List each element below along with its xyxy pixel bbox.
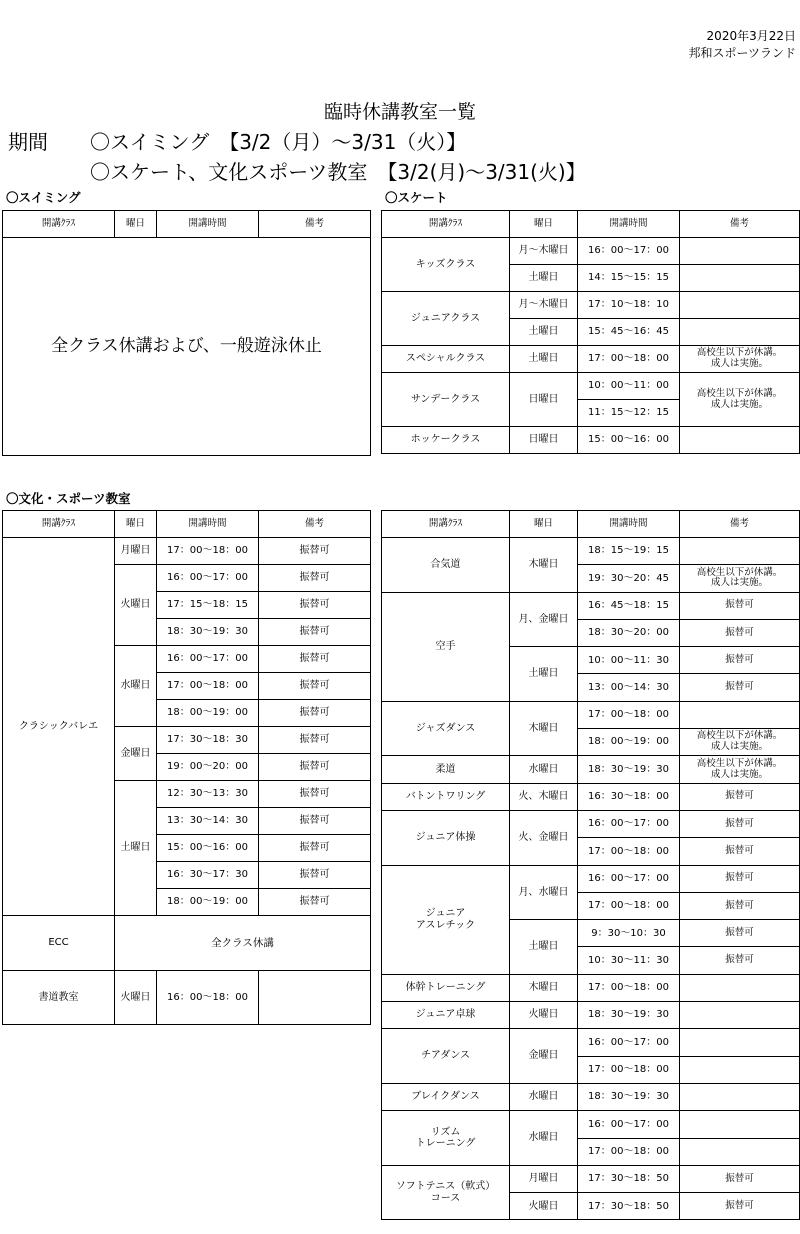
culture-day: 土曜日 xyxy=(510,920,578,975)
culture-day: 火、金曜日 xyxy=(510,810,578,865)
skate-time: 15：45～16：45 xyxy=(578,319,680,346)
culture-note: 高校生以下が休講。 成人は実施。 xyxy=(680,756,800,783)
culture-time: 18：30～19：30 xyxy=(578,1083,680,1110)
skate-note: 高校生以下が休講。 成人は実施。 xyxy=(680,373,800,427)
culture-day: 水曜日 xyxy=(510,756,578,783)
culture-time: 16：00～17：00 xyxy=(578,865,680,892)
skate-time: 16：00～17：00 xyxy=(578,238,680,265)
organization-name: 邦和スポーツランド xyxy=(688,46,796,60)
skate-class-name: スペシャルクラス xyxy=(382,346,510,373)
table-row xyxy=(382,238,800,265)
culture-note: 振替可 xyxy=(680,947,800,974)
skate-day: 土曜日 xyxy=(510,346,578,373)
culture-time: 16：45～18：15 xyxy=(578,592,680,619)
culture-time: 17：30～18：50 xyxy=(578,1193,680,1220)
document-date: 2020年3月22日 xyxy=(706,29,796,43)
culture-time: 17：00～18：00 xyxy=(578,1056,680,1083)
header-time: 開講時間 xyxy=(578,211,680,238)
page-title: 臨時休講教室一覧 xyxy=(323,101,476,123)
ballet-note: 振替可 xyxy=(259,835,371,862)
skate-note xyxy=(680,319,800,346)
culture-note xyxy=(680,1056,800,1083)
ballet-time: 16：00～17：00 xyxy=(157,646,259,673)
ballet-note: 振替可 xyxy=(259,619,371,646)
culture-class-name: 合気道 xyxy=(382,538,510,593)
class-classic-ballet: クラシックバレエ xyxy=(3,538,115,916)
culture-day: 月曜日 xyxy=(510,1165,578,1192)
culture-day: 火、木曜日 xyxy=(510,783,578,810)
culture-note xyxy=(680,1111,800,1138)
culture-class-name: ジュニア体操 xyxy=(382,810,510,865)
period-swimming: 〇スイミング 【3/2（月）～3/31（火）】 xyxy=(90,130,467,154)
culture-time: 19：30～20：45 xyxy=(578,565,680,592)
culture-class-name: ソフトテニス（軟式） コース xyxy=(382,1165,510,1220)
culture-class-name: ジャズダンス xyxy=(382,701,510,756)
ballet-time: 18：00～19：00 xyxy=(157,889,259,916)
culture-time: 17：00～18：00 xyxy=(578,701,680,728)
table-row xyxy=(382,538,800,565)
ballet-day: 月曜日 xyxy=(115,538,157,565)
header-class: 開講ｸﾗｽ xyxy=(382,511,510,538)
culture-note: 振替可 xyxy=(680,1193,800,1220)
ballet-note: 振替可 xyxy=(259,646,371,673)
ballet-day: 金曜日 xyxy=(115,727,157,781)
ballet-note: 振替可 xyxy=(259,538,371,565)
ballet-day: 水曜日 xyxy=(115,646,157,727)
header-time: 開講時間 xyxy=(157,211,259,238)
table-row xyxy=(382,701,800,728)
ballet-note: 振替可 xyxy=(259,862,371,889)
culture-time: 16：00～17：00 xyxy=(578,1111,680,1138)
skate-time: 17：10～18：10 xyxy=(578,292,680,319)
ballet-note: 振替可 xyxy=(259,673,371,700)
culture-note: 高校生以下が休講。 成人は実施。 xyxy=(680,565,800,592)
section-title-skate: 〇スケート xyxy=(385,190,448,205)
ballet-time: 16：00～17：00 xyxy=(157,565,259,592)
culture-time: 18：30～19：30 xyxy=(578,756,680,783)
table-row xyxy=(382,1083,800,1110)
culture-note: 振替可 xyxy=(680,592,800,619)
table-row xyxy=(3,916,371,971)
swimming-table xyxy=(2,210,371,456)
culture-class-name: 柔道 xyxy=(382,756,510,783)
calligraphy-day: 火曜日 xyxy=(115,971,157,1025)
calligraphy-note xyxy=(259,971,371,1025)
skate-note xyxy=(680,427,800,454)
culture-note xyxy=(680,538,800,565)
skate-note xyxy=(680,238,800,265)
ballet-time: 13：30～14：30 xyxy=(157,808,259,835)
skate-note: 高校生以下が休講。 成人は実施。 xyxy=(680,346,800,373)
ballet-time: 19：00～20：00 xyxy=(157,754,259,781)
culture-class-name: バトントワリング xyxy=(382,783,510,810)
culture-time: 16：00～17：00 xyxy=(578,1029,680,1056)
culture-table-left xyxy=(2,510,371,1025)
ballet-time: 18：30～19：30 xyxy=(157,619,259,646)
culture-note xyxy=(680,1138,800,1165)
culture-time: 17：00～18：00 xyxy=(578,1138,680,1165)
table-row xyxy=(382,1165,800,1192)
culture-day: 月、水曜日 xyxy=(510,865,578,920)
ecc-closure-note: 全クラス休講 xyxy=(115,916,371,971)
header-note: 備考 xyxy=(680,511,800,538)
culture-time: 17：30～18：50 xyxy=(578,1165,680,1192)
class-ecc: ECC xyxy=(3,916,115,971)
culture-day: 木曜日 xyxy=(510,701,578,756)
culture-note xyxy=(680,701,800,728)
culture-note xyxy=(680,1083,800,1110)
ballet-time: 17：00～18：00 xyxy=(157,538,259,565)
table-row xyxy=(3,971,371,1025)
ballet-time: 12：30～13：30 xyxy=(157,781,259,808)
skate-note xyxy=(680,265,800,292)
ballet-note: 振替可 xyxy=(259,565,371,592)
ballet-note: 振替可 xyxy=(259,700,371,727)
culture-time: 16：30～18：00 xyxy=(578,783,680,810)
table-row xyxy=(382,373,800,400)
skate-table xyxy=(381,210,800,454)
culture-day: 金曜日 xyxy=(510,1029,578,1084)
culture-table-right xyxy=(381,510,800,1220)
ballet-time: 18：00～19：00 xyxy=(157,700,259,727)
culture-note: 振替可 xyxy=(680,783,800,810)
culture-note: 振替可 xyxy=(680,892,800,919)
culture-class-name: リズム トレーニング xyxy=(382,1111,510,1166)
header-time: 開講時間 xyxy=(157,511,259,538)
culture-time: 17：00～18：00 xyxy=(578,974,680,1001)
culture-note xyxy=(680,1029,800,1056)
skate-day: 月～木曜日 xyxy=(510,292,578,319)
culture-day: 水曜日 xyxy=(510,1111,578,1166)
class-calligraphy: 書道教室 xyxy=(3,971,115,1025)
table-row xyxy=(382,427,800,454)
section-title-culture: 〇文化・スポーツ教室 xyxy=(6,491,131,506)
table-row xyxy=(382,783,800,810)
culture-time: 17：00～18：00 xyxy=(578,892,680,919)
culture-class-name: ブレイクダンス xyxy=(382,1083,510,1110)
culture-note: 振替可 xyxy=(680,1165,800,1192)
table-row xyxy=(382,346,800,373)
culture-class-name: 空手 xyxy=(382,592,510,701)
skate-class-name: サンデークラス xyxy=(382,373,510,427)
culture-note: 振替可 xyxy=(680,674,800,701)
culture-time: 18：00～19：00 xyxy=(578,729,680,756)
table-row xyxy=(382,810,800,837)
table-row xyxy=(382,292,800,319)
ballet-note: 振替可 xyxy=(259,808,371,835)
header-note: 備考 xyxy=(680,211,800,238)
ballet-time: 17：15～18：15 xyxy=(157,592,259,619)
calligraphy-time: 16：00～18：00 xyxy=(157,971,259,1025)
table-row xyxy=(382,1002,800,1029)
table-row xyxy=(382,974,800,1001)
skate-time: 14：15～15：15 xyxy=(578,265,680,292)
skate-day: 土曜日 xyxy=(510,319,578,346)
skate-day: 土曜日 xyxy=(510,265,578,292)
header-day: 曜日 xyxy=(115,511,157,538)
culture-time: 9：30～10：30 xyxy=(578,920,680,947)
culture-note xyxy=(680,1002,800,1029)
culture-class-name: ジュニア アスレチック xyxy=(382,865,510,974)
skate-note xyxy=(680,292,800,319)
ballet-note: 振替可 xyxy=(259,889,371,916)
header-note: 備考 xyxy=(259,211,371,238)
culture-note: 振替可 xyxy=(680,865,800,892)
culture-time: 18：30～19：30 xyxy=(578,1002,680,1029)
table-row xyxy=(382,1029,800,1056)
culture-day: 土曜日 xyxy=(510,647,578,702)
ballet-day: 土曜日 xyxy=(115,781,157,916)
culture-note: 振替可 xyxy=(680,810,800,837)
skate-time: 10：00～11：00 xyxy=(578,373,680,400)
header-day: 曜日 xyxy=(510,511,578,538)
ballet-note: 振替可 xyxy=(259,781,371,808)
culture-day: 月、金曜日 xyxy=(510,592,578,647)
ballet-note: 振替可 xyxy=(259,592,371,619)
section-title-swimming: 〇スイミング xyxy=(6,190,81,205)
culture-day: 火曜日 xyxy=(510,1002,578,1029)
culture-class-name: ジュニア卓球 xyxy=(382,1002,510,1029)
ballet-time: 16：30～17：30 xyxy=(157,862,259,889)
ballet-note: 振替可 xyxy=(259,727,371,754)
culture-time: 10：00～11：30 xyxy=(578,647,680,674)
header-class: 開講ｸﾗｽ xyxy=(3,511,115,538)
skate-time: 15：00～16：00 xyxy=(578,427,680,454)
skate-day: 日曜日 xyxy=(510,373,578,427)
culture-day: 火曜日 xyxy=(510,1193,578,1220)
culture-day: 水曜日 xyxy=(510,1083,578,1110)
period-skate-culture: 〇スケート、文化スポーツ教室 【3/2(月)～3/31(火)】 xyxy=(90,160,586,184)
culture-note: 振替可 xyxy=(680,647,800,674)
header-day: 曜日 xyxy=(510,211,578,238)
header-class: 開講ｸﾗｽ xyxy=(382,211,510,238)
culture-time: 18：15～19：15 xyxy=(578,538,680,565)
culture-day: 木曜日 xyxy=(510,538,578,593)
header-time: 開講時間 xyxy=(578,511,680,538)
table-row xyxy=(3,538,371,565)
culture-class-name: チアダンス xyxy=(382,1029,510,1084)
skate-day: 月～木曜日 xyxy=(510,238,578,265)
ballet-time: 15：00～16：00 xyxy=(157,835,259,862)
culture-time: 17：00～18：00 xyxy=(578,838,680,865)
header-day: 曜日 xyxy=(115,211,157,238)
table-row xyxy=(382,756,800,783)
culture-time: 13：00～14：30 xyxy=(578,674,680,701)
culture-note: 振替可 xyxy=(680,920,800,947)
skate-day: 日曜日 xyxy=(510,427,578,454)
culture-day: 木曜日 xyxy=(510,974,578,1001)
skate-class-name: ジュニアクラス xyxy=(382,292,510,346)
table-row xyxy=(382,1111,800,1138)
ballet-note: 振替可 xyxy=(259,754,371,781)
culture-note: 高校生以下が休講。 成人は実施。 xyxy=(680,729,800,756)
culture-note xyxy=(680,974,800,1001)
ballet-time: 17：30～18：30 xyxy=(157,727,259,754)
skate-class-name: ホッケークラス xyxy=(382,427,510,454)
skate-time: 17：00～18：00 xyxy=(578,346,680,373)
skate-time: 11：15～12：15 xyxy=(578,400,680,427)
culture-time: 16：00～17：00 xyxy=(578,810,680,837)
table-row xyxy=(382,592,800,619)
ballet-time: 17：00～18：00 xyxy=(157,673,259,700)
table-row xyxy=(382,865,800,892)
skate-class-name: キッズクラス xyxy=(382,238,510,292)
culture-time: 18：30～20：00 xyxy=(578,619,680,646)
swimming-closure-message: 全クラス休講および、一般遊泳休止 xyxy=(3,238,371,456)
culture-class-name: 体幹トレーニング xyxy=(382,974,510,1001)
ballet-day: 火曜日 xyxy=(115,565,157,646)
culture-note: 振替可 xyxy=(680,619,800,646)
culture-time: 10：30～11：30 xyxy=(578,947,680,974)
header-note: 備考 xyxy=(259,511,371,538)
header-class: 開講ｸﾗｽ xyxy=(3,211,115,238)
culture-note: 振替可 xyxy=(680,838,800,865)
period-label: 期間 xyxy=(8,130,48,154)
